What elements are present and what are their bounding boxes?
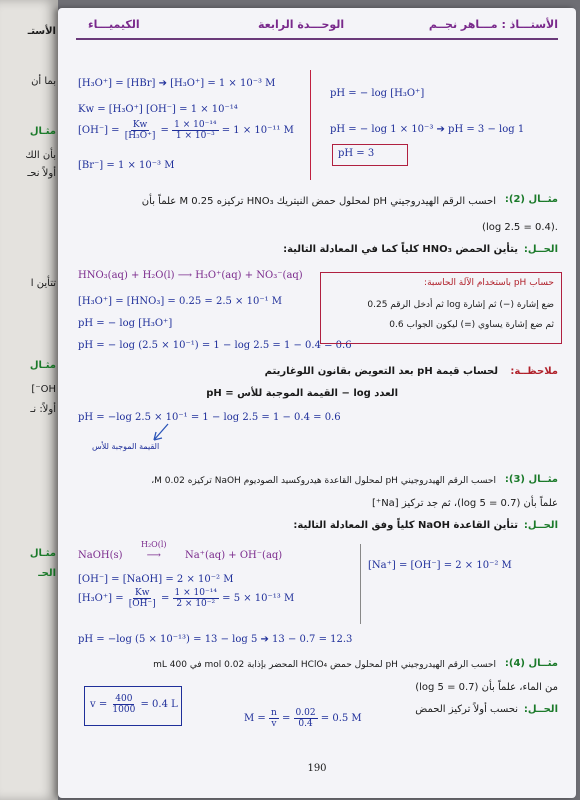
fraction: $\frac{400}{1000}$ (112, 694, 136, 715)
solution-label: الحــل: (523, 244, 558, 255)
note-example: pH = −log 2.5 × 10⁻¹ = 1 − log 2.5 = 1 − 0.4 = 0.6 (78, 412, 341, 423)
eq-kw: Kw = [H₃O⁺] [OH⁻] = 1 × 10⁻¹⁴ (78, 104, 238, 115)
example-2-question-hint: .(log 2.5 = 0.4) (482, 222, 558, 233)
prev-page-text: أولاً: نـ (30, 404, 56, 415)
prev-page-text: مثـال (29, 548, 56, 559)
calculator-step-2: ثم ضع إشارة يساوي (=) ليكون الجواب 0.6 (389, 320, 554, 330)
header-subject: الكيميـــاء (88, 18, 140, 31)
reaction-arrow: H₂O(l) ⟶ (140, 540, 167, 561)
prev-page-text: أولاً نحـ (27, 168, 56, 179)
eq-hno3-ionization: HNO₃(aq) + H₂O(l) ⟶ H₃O⁺(aq) + NO₃⁻(aq) (78, 270, 303, 281)
eq-ph-def: pH = − log [H₃O⁺] (330, 88, 425, 99)
example-2-title: مثــال (2): (504, 194, 558, 205)
solution-text: يتأين الحمض HNO₃ كلياً كما في المعادلة التالية: (283, 244, 518, 255)
eq-oh-naoh: [OH⁻] = [NaOH] = 2 × 10⁻² M (78, 574, 234, 585)
book-page (58, 8, 576, 798)
page-number: 190 (307, 763, 327, 774)
solution-label: الحــل: (523, 520, 558, 531)
prev-page-text: تتأين ا (30, 278, 56, 289)
fraction: $\frac{Kw}{[OH^-]}$ (128, 588, 156, 609)
fraction: $\frac{0.02}{0.4}$ (295, 708, 316, 729)
fraction: $\frac{Kw}{\text{[H₃O⁺]}}$ (124, 120, 156, 141)
fraction: $\frac{\text{1 × 10⁻¹⁴}}{\text{2 × 10⁻²}}$ (174, 588, 217, 609)
prev-page-text: بما أن (31, 76, 56, 87)
fraction: $\frac{\text{1 × 10⁻¹⁴}}{\text{1 × 10⁻³}}$ (174, 120, 217, 141)
note-text: لحساب قيمة pH بعد التعويض بقانون اللوغاريتم (264, 366, 498, 377)
prev-page-text: الحـ (38, 568, 56, 579)
example-2-question: احسب الرقم الهيدروجيني pH لمحلول حمض النيتريك HNO₃ تركيزه 0.25 M علماً بأن (141, 196, 496, 207)
eq-ph-def-2: pH = − log [H₃O⁺] (78, 318, 173, 329)
prev-page-text: مثـال (29, 360, 56, 371)
section-divider (360, 544, 361, 624)
note-annotation: القيمة الموجبة للأس (92, 442, 160, 451)
prev-page-text: OH⁻] (31, 384, 56, 395)
eq-h3o-hbr: [H₃O⁺] = [HBr] ➔ [H₃O⁺] = 1 × 10⁻³ M (78, 78, 276, 89)
eq-naoh-ionization: NaOH(s) H₂O(l) ⟶ Na⁺(aq) + OH⁻(aq) (78, 540, 283, 561)
solution-label: الحــل: (523, 704, 558, 715)
eq-ph-calc: pH = − log 1 × 10⁻³ ➔ pH = 3 − log 1 (330, 124, 525, 135)
header-divider (76, 38, 558, 40)
previous-page-edge (0, 0, 58, 800)
eq-molarity: M = $\frac{n}{v}$ = $\frac{0.02}{0.4}$ = 0.5 M (244, 708, 362, 729)
fraction: $\frac{n}{v}$ (270, 708, 277, 729)
example-3-title: مثــال (3): (504, 474, 558, 485)
eq-h3o-fraction: [H₃O⁺] = $\frac{Kw}{[OH^-]}$ = $\frac{\text{1 × 10⁻¹⁴}}{\text{2 × 10⁻²}}$ = 5 × 10⁻¹³ M (78, 588, 295, 609)
eq-br: [Br⁻] = 1 × 10⁻³ M (78, 160, 175, 171)
example-4-title: مثــال (4): (504, 658, 558, 669)
eq-oh-fraction: [OH⁻] = $\frac{Kw}{\text{[H₃O⁺]}}$ = $\frac{\text{1 × 10⁻¹⁴}}{\text{1 × 10⁻³}}$ = 1 × 10⁻¹¹ M (78, 120, 294, 141)
prev-page-text: الأستـ (27, 26, 56, 37)
example-4-question-2: من الماء، علماً بأن (log 5 = 0.7) (415, 682, 558, 693)
header-author: الأستـــاذ : مـــاهر نجــم (428, 18, 558, 31)
example-3-question-2: علماً بأن (log 5 = 0.7)، ثم جد تركيز [Na⁺] (372, 498, 558, 509)
section-divider (310, 70, 311, 180)
annotation-arrow-icon (146, 422, 174, 444)
prev-page-text: بأن الك (25, 150, 56, 161)
eq-ph-result: pH = 3 (338, 148, 375, 159)
eq-ph-result-2: pH = − log (2.5 × 10⁻¹) = 1 − log 2.5 = 1 − 0.4 = 0.6 (78, 340, 352, 351)
eq-h3o-hno3: [H₃O⁺] = [HNO₃] = 0.25 = 2.5 × 10⁻¹ M (78, 296, 283, 307)
note-label: ملاحظــة: (510, 366, 558, 377)
note-formula: العدد log − القيمة الموجبة للأس = pH (206, 388, 398, 399)
eq-ph-result-3: pH = −log (5 × 10⁻¹³) = 13 − log 5 ➔ 13 − 0.7 = 12.3 (78, 634, 353, 645)
header-unit: الوحـــدة الرابعة (258, 18, 345, 31)
eq-volume: v = $\frac{400}{1000}$ = 0.4 L (90, 694, 178, 715)
solution-text: تتأين القاعدة NaOH كلياً وفق المعادلة التالية: (293, 520, 518, 531)
calculator-title: حساب pH باستخدام الآلة الحاسبة: (424, 278, 554, 288)
calculator-step-1: ضع إشارة (−) ثم إشارة log ثم أدخل الرقم 0.25 (367, 300, 554, 310)
example-4-question: احسب الرقم الهيدروجيني pH لمحلول حمض HClO₄ المحضر بإذابة 0.02 mol في 400 mL (153, 660, 496, 670)
solution-text: نحسب أولاً تركيز الحمض (415, 704, 518, 715)
eq-na-concentration: [Na⁺] = [OH⁻] = 2 × 10⁻² M (368, 560, 512, 571)
example-3-question: احسب الرقم الهيدروجيني pH لمحلول القاعدة هيدروكسيد الصوديوم NaOH تركيزه 0.02 M، (151, 476, 496, 486)
prev-page-text: مثـال (29, 126, 56, 137)
